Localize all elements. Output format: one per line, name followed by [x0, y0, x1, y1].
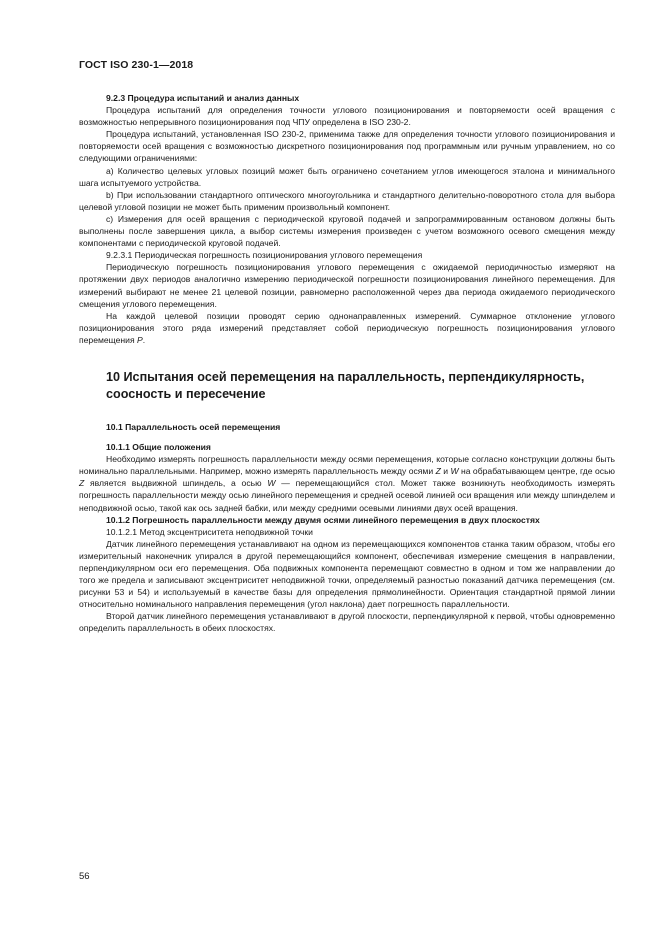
paragraph: На каждой целевой позиции проводят серию однонаправленных измерений. Суммарное отклонение углового позиционирования этого ряда измерений представляет собой периодическую погрешность позиционирования углового перемещения P.: [79, 310, 615, 345]
paragraph: Второй датчик линейного перемещения устанавливают в другой плоскости, перпендикулярной к первой, чтобы одновременно определить параллельность в обеих плоскостях.: [79, 611, 615, 634]
paragraph: Периодическую погрешность позиционирования углового перемещения с ожидаемой периодичностью измеряют на протяжении двух периодов аналогично измерению периодической погрешности позиционирования линейного перемещения. Для измерений выбирают не менее 21 целевой позиции, равномерно расположенной через два периода ожидаемого периодического смещения углового перемещения.: [79, 262, 615, 309]
paragraph: Процедура испытаний, установленная ISO 230-2, применима также для определения точности углового позиционирования и повторяемости осей вращения с возможностью дискретного позиционирования под программным или ручным управлением, но со следующими ограничениями:: [79, 129, 615, 164]
list-item-b: b) При использовании стандартного оптического многоугольника и стандартного делительно-поворотного стола для выбора целевой угловой позиции не может быть применим произвольный компонент.: [79, 189, 615, 212]
section-10-1-2-1-heading: 10.1.2.1 Метод эксцентриситета неподвижной точки: [106, 526, 313, 537]
list-item-c: c) Измерения для осей вращения с периодической круговой подачей и запрограммированным остановом должны быть выполнены после завершения цикла, а выбор системы измерения произведен с учетом возможного осевого смещения между компонентами с периодической круговой подачей.: [79, 213, 615, 249]
section-10-heading: 10 Испытания осей перемещения на параллельность, перпендикулярность, соосность и пересечение: [106, 369, 585, 402]
document-header: ГОСТ ISO 230-1—2018: [79, 59, 194, 71]
section-10-1-heading: 10.1 Параллельность осей перемещения: [106, 421, 281, 432]
paragraph: Процедура испытаний для определения точности углового позиционирования и повторяемости осей вращения с возможностью непрерывного позиционирования под ЧПУ определена в ISO 230-2.: [79, 105, 615, 128]
section-10-1-1-heading: 10.1.1 Общие положения: [106, 442, 211, 453]
list-item-a: a) Количество целевых угловых позиций может быть ограничено сочетанием углов имеющегося эталона и минимального шага испытуемого устройства.: [79, 165, 615, 188]
variable-p: P: [137, 334, 143, 345]
paragraph: Датчик линейного перемещения устанавливают на одном из перемещающихся компонентов станка таким образом, чтобы его измерительный наконечник упирался в другой перемещающийся компонент, обеспечивая измерение смещения в направлении, перпендикулярном оси его перемещения. Оба подвижных компонента перемещают совместно в одном и том же направлении до того же предела и записывают эксцентриситет неподвижной точки, определяемый разностью показаний датчика перемещения (см. рисунки 53 и 54) и используемый в качестве базы для определения прямолинейности. Ориентация стандартной прямой линии относительно номинального направления перемещения (угол наклона) дает погрешность параллельности.: [79, 538, 615, 610]
paragraph: Необходимо измерять погрешность параллельности между осями перемещения, которые согласно конструкции должны быть номинально параллельными. Например, можно измерять параллельность между осями Z и W на обрабатывающем центре, где осью Z является выдвижной шпиндель, а осью W — перемещающийся стол. Может также возникнуть необходимость измерять погрешность параллельности между осью линейного перемещения и средней осевой линией оси вращения или между шпинделем и неподвижной осью, такой как ось задней бабки, или между средними осевыми линиями двух осей вращения.: [79, 454, 615, 513]
section-10-1-2-heading: 10.1.2 Погрешность параллельности между двумя осями линейного перемещения в двух плоскостях: [106, 514, 540, 525]
section-9-2-3-heading: 9.2.3 Процедура испытаний и анализ данных: [106, 93, 300, 103]
section-9-2-3-1-heading: 9.2.3.1 Периодическая погрешность позиционирования углового перемещения: [106, 250, 423, 261]
page-content: [79, 92, 615, 635]
page-number: 56: [79, 871, 90, 882]
